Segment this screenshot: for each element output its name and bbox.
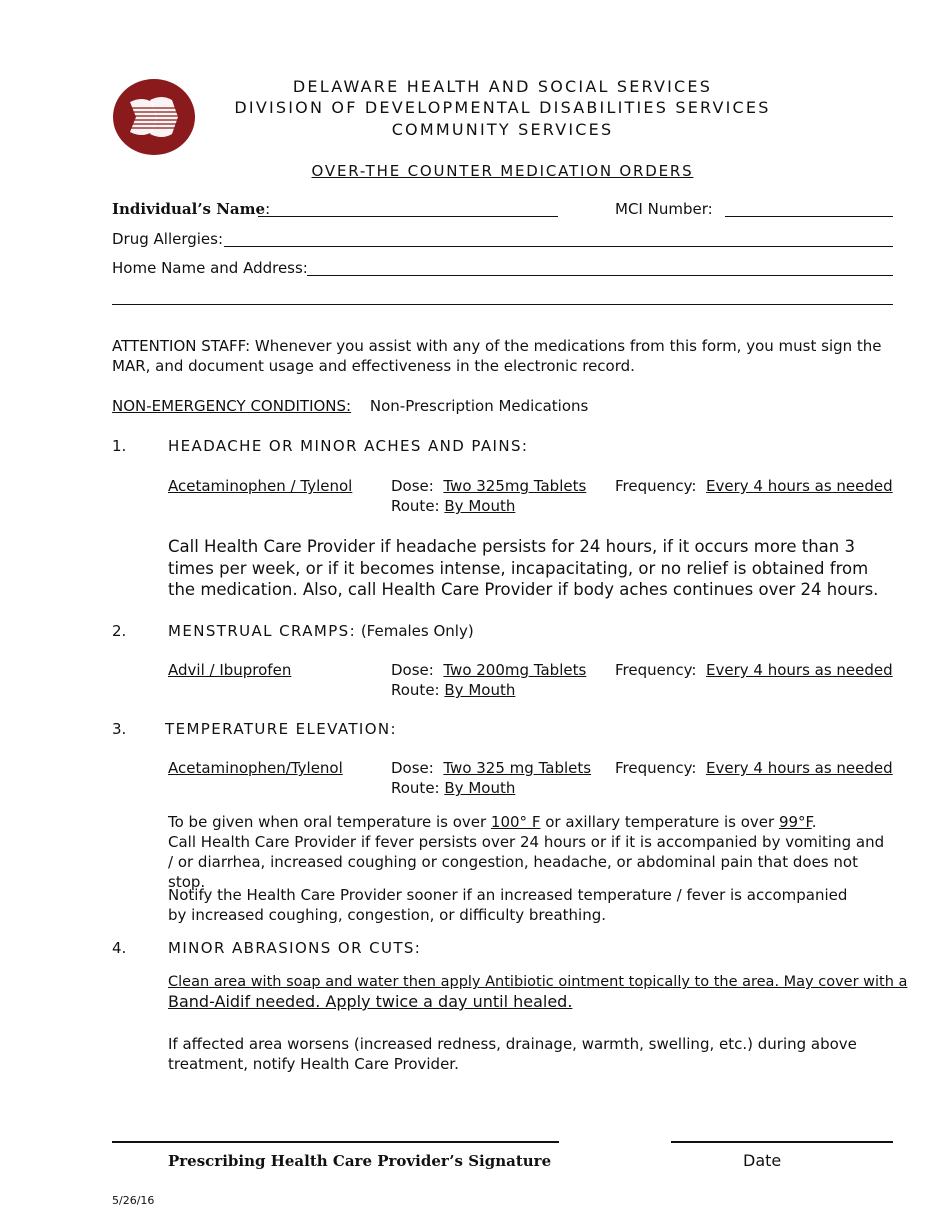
item-4-instruction-1: Clean area with soap and water then apply Antibiotic ointment topically to the area. May cover with a <box>168 974 908 990</box>
temp-pre: To be given when oral temperature is over <box>168 813 491 831</box>
item-3-dose <box>391 758 591 778</box>
item-1-dose <box>391 476 586 496</box>
item-3-notify: Notify the Health Care Provider sooner if an increased temperature / fever is accompanied by increased coughing, congestion, or difficulty breathing. <box>168 886 848 924</box>
item-1-medication: Acetaminophen / Tylenol <box>168 477 353 495</box>
name-input-line[interactable] <box>258 216 558 217</box>
route-label: Route: <box>391 681 440 699</box>
item-1-route <box>391 496 515 516</box>
item-1-title: HEADACHE OR MINOR ACHES AND PAINS: <box>168 437 529 455</box>
allergies-label: Drug Allergies: <box>112 230 224 248</box>
frequency-value: Every 4 hours as needed <box>706 477 893 495</box>
item-2-title-note: (Females Only) <box>360 622 474 640</box>
frequency-label: Frequency: <box>615 661 697 679</box>
home-input-line[interactable] <box>307 275 893 276</box>
route-label: Route: <box>391 497 440 515</box>
item-2-number: 2. <box>112 622 127 640</box>
route-value: By Mouth <box>444 681 516 699</box>
division-name: DIVISION OF DEVELOPMENTAL DISABILITIES SERVICES <box>234 98 771 117</box>
conditions-label: NON-EMERGENCY CONDITIONS: <box>112 397 352 415</box>
item-2-route <box>391 680 515 700</box>
item-2-title: MENSTRUAL CRAMPS: <box>168 622 357 640</box>
item-1-number: 1. <box>112 437 127 455</box>
dose-label: Dose: <box>391 477 434 495</box>
name-field-label <box>112 199 270 219</box>
item-2-frequency <box>615 660 893 680</box>
services-name: COMMUNITY SERVICES <box>391 120 614 139</box>
item-1-frequency <box>615 476 893 496</box>
date-line[interactable] <box>671 1141 893 1143</box>
dose-label: Dose: <box>391 759 434 777</box>
name-label: Individual’s Name <box>112 200 266 218</box>
item-1-note: Call Health Care Provider if headache persists for 24 hours, if it occurs more than 3 times per week, or if it becomes intense, incapacitating, or no relief is obtained from the medication. Also, call Health Care Provider if body aches continues over 24 hours. <box>168 537 879 599</box>
form-title: OVER-THE COUNTER MEDICATION ORDERS <box>311 162 694 180</box>
item-3-title: TEMPERATURE ELEVATION: <box>165 720 398 738</box>
item-4-title: MINOR ABRASIONS OR CUTS: <box>168 939 422 957</box>
dhss-logo <box>112 78 196 156</box>
route-value: By Mouth <box>444 779 516 797</box>
dose-value: Two 325mg Tablets <box>443 477 587 495</box>
signature-line[interactable] <box>112 1141 559 1143</box>
allergies-input-line[interactable] <box>224 246 893 247</box>
item-4-instruction-2: Band-Aidif needed. Apply twice a day until healed. <box>168 992 573 1011</box>
conditions-sub: Non-Prescription Medications <box>369 397 589 415</box>
route-label: Route: <box>391 779 440 797</box>
mci-input-line[interactable] <box>725 216 893 217</box>
route-value: By Mouth <box>444 497 516 515</box>
item-2-dose <box>391 660 586 680</box>
address-input-line[interactable] <box>112 304 893 305</box>
item-3-frequency <box>615 758 893 778</box>
item-3-fever-note: Call Health Care Provider if fever persists over 24 hours or if it is accompanied by vomiting and / or diarrhea, increased coughing or congestion, headache, or abdominal pain that does not stop. <box>168 833 885 891</box>
home-label: Home Name and Address: <box>112 259 308 277</box>
attention-notice: ATTENTION STAFF: Whenever you assist with any of the medications from this form, you must sign the MAR, and document usage and effectiveness in the electronic record. <box>112 337 882 375</box>
temp-end: . <box>811 813 817 831</box>
item-3-temp-rule <box>168 812 817 832</box>
temp-mid: or axillary temperature is over <box>540 813 779 831</box>
dose-value: Two 200mg Tablets <box>443 661 587 679</box>
logo-mark-icon <box>112 78 196 156</box>
item-4-number: 4. <box>112 939 127 957</box>
mci-label: MCI Number: <box>615 200 713 218</box>
item-3-route <box>391 778 515 798</box>
item-4-worsen-note: If affected area worsens (increased redness, drainage, warmth, swelling, etc.) during above treatment, notify Health Care Provider. <box>168 1035 857 1073</box>
item-3-number: 3. <box>112 720 127 738</box>
signature-label: Prescribing Health Care Provider’s Signature <box>168 1152 552 1170</box>
frequency-label: Frequency: <box>615 477 697 495</box>
conditions-heading <box>112 396 588 416</box>
dose-value: Two 325 mg Tablets <box>443 759 592 777</box>
item-2-title-row <box>168 621 474 641</box>
footer-revision-date: 5/26/16 <box>112 1194 155 1207</box>
dose-label: Dose: <box>391 661 434 679</box>
frequency-label: Frequency: <box>615 759 697 777</box>
name-colon: : <box>265 200 271 218</box>
item-3-medication: Acetaminophen/Tylenol <box>168 759 343 777</box>
item-2-medication: Advil / Ibuprofen <box>168 661 292 679</box>
agency-name: DELAWARE HEALTH AND SOCIAL SERVICES <box>292 77 713 96</box>
temp-oral: 100° F <box>490 813 541 831</box>
temp-axillary: 99°F <box>778 813 812 831</box>
date-label: Date <box>743 1151 782 1170</box>
frequency-value: Every 4 hours as needed <box>706 759 893 777</box>
frequency-value: Every 4 hours as needed <box>706 661 893 679</box>
